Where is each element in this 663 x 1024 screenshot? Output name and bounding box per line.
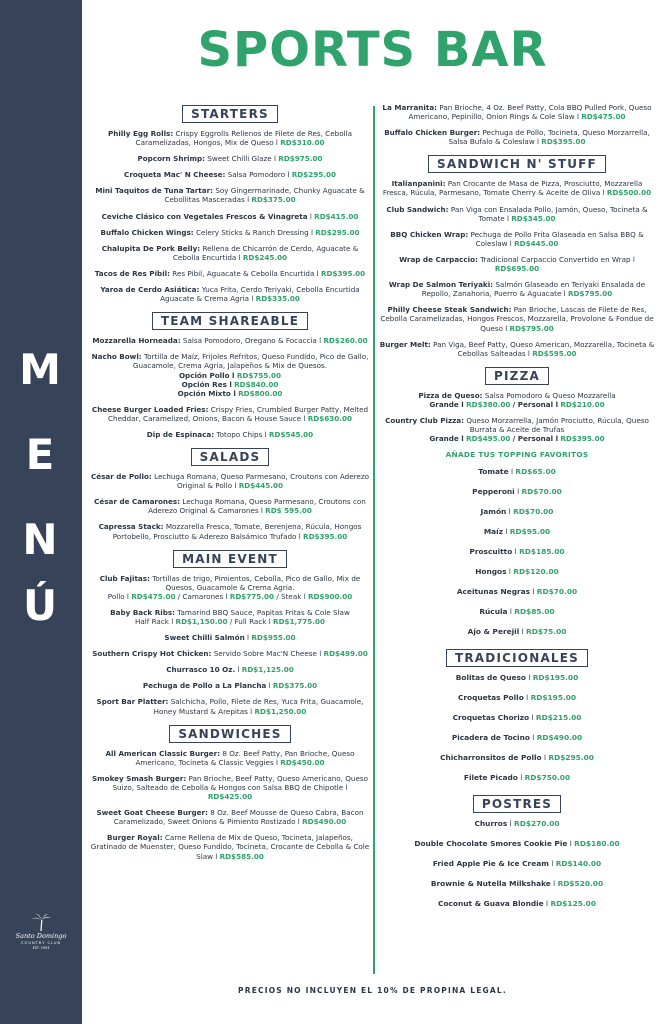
separator: l bbox=[521, 627, 524, 637]
item-price: RD$140.00 bbox=[555, 859, 602, 869]
item-name: Popcorn Shrimp: bbox=[137, 154, 205, 164]
sandwich-stuff-section bbox=[378, 153, 656, 357]
item-name: Club Sandwich: bbox=[386, 204, 449, 214]
item-desc: Pan Brioche, Beef Patty, Queso Americano, Queso Suizo, Salteado de Cebolla & Hongos con Salsa BBQ de Chipotle l bbox=[112, 773, 369, 792]
menu-item bbox=[378, 391, 656, 409]
item-desc: Pan Crocante de Masa de Pizza, Prosciutto, Mozzarella Fresca, Rúcula, Parmesano, Tomate Cherry & Aceite de Oliva l bbox=[382, 179, 643, 198]
topping-name: Proscuitto bbox=[469, 547, 513, 557]
salads-section bbox=[90, 446, 370, 541]
item-price: RD$180.00 bbox=[574, 839, 620, 849]
item-desc: Mozzarella Fresca, Tomate, Berenjena, Rúcula, Hongos Portobello, Prosciutto & Aderezo Balsámico Trufado l bbox=[112, 522, 362, 541]
menu-item bbox=[378, 773, 656, 782]
item-price: RD$585.00 bbox=[219, 851, 264, 861]
menu-item bbox=[90, 129, 370, 147]
pizza-heading: PIZZA bbox=[485, 367, 549, 385]
toppings-title: AÑADE TUS TOPPING FAVORITOS bbox=[445, 450, 589, 460]
option-price: RD$1,150.00 bbox=[175, 617, 228, 626]
item-price: RD$475.00 bbox=[581, 112, 626, 122]
item-price: RD$395.00 bbox=[541, 137, 586, 147]
item-name: Yaroa de Cerdo Asiática: bbox=[100, 285, 200, 295]
item-name: Ceviche Clásico con Vegetales Frescos & Vinagreta bbox=[101, 211, 308, 221]
item-name: Brownie & Nutella Milkshake bbox=[430, 879, 551, 889]
item-price: RD$295.00 bbox=[548, 753, 594, 763]
option-price: RD$380.00 bbox=[466, 399, 511, 409]
item-desc: Salmón Glaseado en Teriyaki Ensalada de Repollo, Zanahoria, Puerro & Aguacate l bbox=[421, 280, 646, 299]
separator: l bbox=[553, 879, 556, 889]
item-price: RD$125.00 bbox=[550, 899, 596, 909]
sidebar bbox=[0, 0, 82, 1024]
topping-price: RD$65.00 bbox=[515, 467, 556, 477]
menu-item bbox=[378, 255, 656, 273]
item-name: Mozzarella Horneada: bbox=[92, 336, 181, 346]
item-price: RD$215.00 bbox=[535, 713, 582, 723]
option-price: RD$1,775.00 bbox=[273, 617, 326, 626]
topping-name: Rúcula bbox=[479, 607, 508, 617]
item-desc: Yuca Frita, Cerdo Teriyaki, Cebolla Encurtida Aguacate & Crema Agria l bbox=[160, 285, 360, 304]
page-title: SPORTS BAR bbox=[197, 22, 548, 78]
item-name: Burger Melt: bbox=[379, 339, 431, 349]
topping-name: Hongos bbox=[475, 567, 507, 577]
sandwiches-section bbox=[90, 723, 370, 861]
logo-established: EST. 1993 bbox=[32, 946, 50, 950]
menu-item bbox=[90, 285, 370, 303]
item-desc: l bbox=[237, 665, 240, 675]
item-desc: Tamarind BBQ Sauce, Papitas Fritas & Cole Slaw bbox=[177, 607, 350, 617]
column-divider bbox=[373, 106, 375, 974]
shareable-heading: TEAM SHAREABLE bbox=[152, 312, 308, 330]
menu-item bbox=[378, 103, 656, 121]
menu-item bbox=[378, 416, 656, 443]
separator: l bbox=[551, 859, 554, 869]
option-label: Pollo l bbox=[107, 591, 129, 601]
item-name: Sport Bar Platter: bbox=[96, 697, 169, 707]
postres-heading: POSTRES bbox=[473, 795, 561, 813]
item-price: RD$295.00 bbox=[291, 170, 336, 180]
item-desc: Totopo Chips l bbox=[216, 429, 267, 439]
separator: l bbox=[510, 467, 514, 477]
item-desc: Salsa Pomodoro & Queso Mozzarella bbox=[484, 390, 616, 400]
topping-item bbox=[378, 527, 656, 536]
separator: l bbox=[569, 839, 572, 849]
item-desc: Lechuga Romana, Queso Parmesano, Croutons con Aderezo Original & Pollo l bbox=[154, 472, 370, 491]
item-name: Wrap de Carpaccio: bbox=[399, 254, 478, 264]
separator: l bbox=[508, 567, 511, 577]
tradicionales-heading: TRADICIONALES bbox=[446, 649, 588, 667]
topping-item bbox=[378, 487, 656, 496]
separator: l bbox=[532, 587, 535, 597]
item-name: Philly Cheese Steak Sandwich: bbox=[387, 305, 512, 315]
logo-name: Santo Domingo bbox=[15, 932, 67, 940]
item-name: Sweet Chilli Salmón bbox=[164, 633, 245, 643]
menu-item bbox=[90, 228, 370, 237]
item-desc: l bbox=[309, 211, 312, 221]
separator: l bbox=[505, 527, 508, 537]
item-price: RD$395.00 bbox=[320, 268, 366, 278]
item-desc: Celery Sticks & Ranch Dressing l bbox=[195, 227, 313, 237]
option-label: Opción Res l bbox=[181, 379, 232, 389]
item-price: RD$270.00 bbox=[514, 819, 560, 829]
starters-heading: STARTERS bbox=[182, 105, 278, 123]
item-name: Buffalo Chicken Wings: bbox=[100, 227, 194, 237]
option-price: RD$800.00 bbox=[238, 388, 283, 398]
item-name: Double Chocolate Smores Cookie Pie bbox=[414, 839, 568, 849]
topping-name: Tomate bbox=[478, 467, 509, 477]
topping-price: RD$70.00 bbox=[536, 587, 578, 597]
item-desc: Carne Rellena de Mix de Queso, Tocineta, Jalapeños, Gratinado de Muenster, Queso Fundido, Tocineta, Crocante de Cebolla & Cole Slaw l bbox=[90, 833, 370, 861]
menu-item bbox=[90, 430, 370, 439]
topping-price: RD$185.00 bbox=[519, 547, 565, 557]
menu-item bbox=[90, 808, 370, 826]
item-name: Country Club Pizza: bbox=[385, 415, 465, 425]
menu-item bbox=[378, 179, 656, 197]
item-name: Mini Taquitos de Tuna Tartar: bbox=[95, 186, 214, 196]
item-price: RD$395.00 bbox=[303, 531, 348, 541]
starters-section bbox=[90, 103, 370, 303]
item-desc: Tradicional Carpaccio Convertido en Wrap l bbox=[480, 254, 635, 264]
item-price: RD$490.00 bbox=[302, 817, 347, 827]
menu-item bbox=[378, 693, 656, 702]
separator: l bbox=[517, 487, 520, 497]
separator: l bbox=[526, 693, 529, 703]
item-name: Filete Picado bbox=[463, 773, 518, 783]
menu-item bbox=[90, 244, 370, 262]
item-price: RD$955.00 bbox=[251, 633, 296, 643]
separator: l bbox=[546, 899, 549, 909]
item-name: Burger Royal: bbox=[107, 833, 163, 843]
option-label: / Personal l bbox=[512, 434, 559, 444]
item-price: RD$499.00 bbox=[323, 649, 368, 659]
menu-letter-e: E bbox=[25, 430, 57, 479]
separator: l bbox=[509, 607, 512, 617]
item-name: Fried Apple Pie & Ice Cream bbox=[432, 859, 549, 869]
item-desc: Res Pibil, Aguacate & Cebolla Encurtida l bbox=[172, 268, 319, 278]
menu-item bbox=[378, 280, 656, 298]
separator: l bbox=[509, 819, 512, 829]
topping-item bbox=[378, 587, 656, 596]
item-price: RD$520.00 bbox=[557, 879, 604, 889]
item-price: RD$695.00 bbox=[494, 264, 540, 274]
topping-price: RD$75.00 bbox=[526, 627, 567, 637]
salads-heading: SALADS bbox=[191, 448, 270, 466]
right-column bbox=[378, 103, 656, 919]
item-name: Pizza de Queso: bbox=[418, 390, 483, 400]
topping-name: Maíz bbox=[483, 527, 504, 537]
main-event-heading: MAIN EVENT bbox=[173, 550, 287, 568]
topping-name: Aceitunas Negras bbox=[456, 587, 531, 597]
option-label: / Steak l bbox=[276, 591, 306, 601]
item-desc: Pan Viga, Beef Patty, Queso American, Mozzarella, Tocineta & Cebollas Salteadas l bbox=[433, 339, 655, 358]
menu-item bbox=[378, 340, 656, 358]
topping-item bbox=[378, 507, 656, 516]
menu-item bbox=[90, 336, 370, 345]
option-label: / Camarones l bbox=[177, 591, 228, 601]
menu-item bbox=[378, 879, 656, 888]
topping-item bbox=[378, 547, 656, 556]
item-price: RD$445.00 bbox=[514, 238, 559, 248]
item-desc: Salsa Pomodoro l bbox=[227, 170, 290, 180]
item-price: RD$375.00 bbox=[251, 195, 296, 205]
item-price: RD$595.00 bbox=[532, 348, 577, 358]
item-desc: Servido Sobre Mac'N Cheese l bbox=[213, 649, 322, 659]
menu-item bbox=[90, 633, 370, 642]
item-price: RD$975.00 bbox=[278, 154, 323, 164]
item-price: RD$195.00 bbox=[530, 693, 577, 703]
item-desc: 8 Oz. Beef Mousse de Queso Cabra, Bacon Caramelizado, Sweet Onions & Pimiento Rostizado l bbox=[113, 808, 364, 827]
left-column bbox=[90, 103, 370, 868]
separator: l bbox=[520, 773, 523, 783]
item-name: Capressa Stack: bbox=[98, 522, 164, 532]
topping-price: RD$95.00 bbox=[509, 527, 551, 537]
item-name: Churrasco 10 Oz. bbox=[166, 665, 236, 675]
topping-item bbox=[378, 467, 656, 476]
tip-disclaimer: PRECIOS NO INCLUYEN EL 10% DE PROPINA LEGAL. bbox=[238, 986, 507, 995]
menu-item bbox=[90, 497, 370, 515]
item-name: Philly Egg Rolls: bbox=[107, 129, 174, 138]
item-name: BBQ Chicken Wrap: bbox=[390, 229, 469, 239]
item-price: RD$630.00 bbox=[307, 413, 352, 423]
separator: l bbox=[528, 673, 531, 683]
menu-item bbox=[90, 170, 370, 179]
menu-item bbox=[90, 405, 370, 423]
item-price: RD$425.00 bbox=[207, 792, 253, 802]
menu-item bbox=[378, 673, 656, 682]
item-price: RD$490.00 bbox=[536, 733, 583, 743]
item-desc: Pan Viga con Ensalada Pollo, Jamón, Queso, Tocineta & Tomate l bbox=[450, 204, 648, 223]
option-price: RD$395.00 bbox=[560, 434, 605, 444]
item-desc: Salchicha, Pollo, Filete de Res, Yuca Frita, Guacamole, Honey Mustard & Arepitas l bbox=[153, 697, 364, 716]
item-desc: Pechuga de Pollo, Tocineta, Queso Morzarrella, Salsa Bufalo & Coleslaw l bbox=[448, 128, 650, 147]
option-label: Half Rack l bbox=[134, 617, 174, 626]
menu-letter-n: N bbox=[22, 515, 60, 564]
separator: l bbox=[531, 713, 534, 723]
item-desc: Lechuga Romana, Queso Parmesano, Croutons con Aderezo Original & Camarones l bbox=[148, 497, 366, 516]
item-desc: l bbox=[268, 681, 271, 691]
menu-item bbox=[90, 649, 370, 658]
menu-item bbox=[90, 749, 370, 767]
topping-price: RD$120.00 bbox=[513, 567, 559, 577]
item-name: César de Camarones: bbox=[94, 497, 181, 507]
menu-item bbox=[90, 352, 370, 397]
topping-price: RD$70.00 bbox=[521, 487, 562, 497]
menu-item bbox=[90, 269, 370, 278]
menu-item bbox=[378, 230, 656, 248]
item-desc: Pechuga de Pollo Frita Glaseada en Salsa BBQ & Coleslaw l bbox=[470, 229, 644, 248]
postres-section bbox=[378, 793, 656, 908]
item-desc: Rellena de Chicarrón de Cerdo, Aguacate & Cebolla Encurtida l bbox=[172, 243, 359, 262]
menu-item bbox=[90, 212, 370, 221]
item-price: RD$345.00 bbox=[511, 213, 556, 223]
tradicionales-section bbox=[378, 647, 656, 782]
item-price: RD$245.00 bbox=[242, 252, 288, 262]
menu-item bbox=[90, 154, 370, 163]
menu-item bbox=[90, 522, 370, 540]
item-name: La Marranita: bbox=[382, 103, 438, 112]
menu-item bbox=[378, 819, 656, 828]
item-name: Picadera de Tocino bbox=[451, 733, 530, 743]
palm-tree-icon bbox=[29, 913, 53, 931]
item-name: Chicharronsitos de Pollo bbox=[440, 753, 542, 763]
option-price: RD$210.00 bbox=[560, 399, 605, 409]
item-name: Dip de Espinaca: bbox=[146, 429, 215, 439]
item-price: RD$1,250.00 bbox=[254, 706, 307, 716]
item-name: Nacho Bowl: bbox=[91, 352, 142, 362]
topping-item bbox=[378, 627, 656, 636]
item-desc: Crispy Eggrolls Rellenos de Filete de Res, Cebolla Caramelizadas, Hongos, Mix de Queso l bbox=[135, 129, 352, 148]
item-price: RD$335.00 bbox=[255, 294, 300, 304]
menu-item bbox=[378, 899, 656, 908]
item-price: RD$310.00 bbox=[280, 138, 325, 148]
menu-item bbox=[90, 665, 370, 674]
sandwich-stuff-heading: SANDWICH N' STUFF bbox=[428, 155, 606, 173]
item-name: Club Fajitas: bbox=[99, 573, 150, 583]
menu-item bbox=[90, 186, 370, 204]
club-logo bbox=[6, 913, 76, 950]
topping-name: Jamón bbox=[480, 507, 507, 517]
option-label: Grande l bbox=[429, 434, 464, 444]
option-label: Opción Pollo l bbox=[178, 370, 235, 380]
item-price: RD$ 595.00 bbox=[265, 506, 312, 516]
item-name: Smokey Smash Burger: bbox=[91, 773, 187, 783]
option-price: RD$475.00 bbox=[131, 591, 176, 601]
item-name: Cheese Burger Loaded Fries: bbox=[91, 404, 209, 414]
topping-name: Pepperoni bbox=[472, 487, 515, 497]
option-price: RD$495.00 bbox=[466, 434, 511, 444]
item-desc: Tortillas de trigo, Pimientos, Cebolla, Pico de Gallo, Mix de Quesos, Guacamole & Crema Agria. bbox=[152, 573, 361, 592]
topping-name: Ajo & Perejil bbox=[467, 627, 520, 637]
item-name: César de Pollo: bbox=[90, 472, 152, 482]
item-price: RD$295.00 bbox=[315, 227, 360, 237]
item-desc: Soy Gingermarinade, Chunky Aguacate & Cebollitas Masceradas l bbox=[164, 186, 365, 205]
item-price: RD$795.00 bbox=[567, 289, 613, 299]
topping-price: RD$70.00 bbox=[513, 507, 554, 517]
item-price: RD$545.00 bbox=[268, 429, 314, 439]
item-name: Tacos de Res Pibil: bbox=[94, 268, 170, 278]
sandwiches-continued bbox=[378, 103, 656, 146]
item-name: Croqueta Mac' N Cheese: bbox=[124, 170, 226, 180]
item-desc: Sweet Chilli Glaze l bbox=[207, 154, 276, 164]
item-price: RD$195.00 bbox=[532, 673, 579, 683]
item-price: RD$445.00 bbox=[238, 481, 283, 491]
item-desc: 8 Oz. Beef Patty, Pan Brioche, Queso Americano, Tocineta & Classic Veggies l bbox=[135, 748, 355, 767]
item-name: Croquetas Chorizo bbox=[452, 713, 530, 723]
menu-item bbox=[378, 713, 656, 722]
item-price: RD$750.00 bbox=[524, 773, 571, 783]
option-label: Opción Mixto l bbox=[177, 388, 236, 398]
item-name: All American Classic Burger: bbox=[105, 748, 221, 758]
item-desc: Tortilla de Maíz, Frijoles Refritos, Queso Fundido, Pico de Gallo, Guacamole, Crema Agria, Jalapeños & Mix de Quesos. bbox=[132, 352, 369, 371]
topping-item bbox=[378, 607, 656, 616]
menu-item bbox=[90, 697, 370, 715]
menu-item bbox=[378, 753, 656, 762]
item-price: RD$500.00 bbox=[606, 188, 652, 198]
item-desc: Pan Brioche, Lascas de Filete de Res, Cebolla Caramelizadas, Hongos Frescos, Mozzarella, Provolone & Fondue de Queso l bbox=[380, 305, 654, 333]
item-name: Baby Back Ribs: bbox=[110, 607, 175, 617]
menu-item bbox=[378, 839, 656, 848]
option-label: / Personal l bbox=[512, 399, 559, 409]
menu-item bbox=[378, 859, 656, 868]
item-price: RD$375.00 bbox=[272, 681, 318, 691]
item-desc: l bbox=[247, 633, 250, 643]
item-price: RD$1,125.00 bbox=[241, 665, 294, 675]
menu-item bbox=[378, 205, 656, 223]
item-name: Italianpanini: bbox=[391, 179, 446, 189]
item-name: Sweet Goat Cheese Burger: bbox=[96, 808, 208, 818]
item-price: RD$260.00 bbox=[323, 336, 368, 346]
item-name: Southern Crispy Hot Chicken: bbox=[92, 649, 212, 659]
item-name: Wrap De Salmon Teriyaki: bbox=[388, 280, 494, 290]
separator: l bbox=[532, 733, 535, 743]
item-desc: Pan Brioche, 4 Oz. Beef Patty, Cola BBQ Pulled Pork, Queso Americano, Pepinillo, Onion Rings & Cole Slaw l bbox=[408, 103, 652, 122]
topping-item bbox=[378, 567, 656, 576]
menu-item bbox=[90, 833, 370, 860]
pizza-section bbox=[378, 365, 656, 636]
menu-item bbox=[90, 608, 370, 626]
option-price: RD$755.00 bbox=[236, 370, 282, 380]
item-price: RD$795.00 bbox=[509, 323, 554, 333]
separator: l bbox=[514, 547, 517, 557]
sandwiches-heading: SANDWICHES bbox=[169, 725, 290, 743]
item-name: Churros bbox=[474, 819, 508, 829]
shareable-section bbox=[90, 310, 370, 439]
menu-item bbox=[378, 128, 656, 146]
item-name: Croquetas Pollo bbox=[457, 693, 524, 703]
main-event-section bbox=[90, 548, 370, 716]
menu-item bbox=[378, 305, 656, 332]
menu-item bbox=[90, 774, 370, 801]
item-price: RD$415.00 bbox=[314, 211, 359, 221]
item-desc: Queso Morzarrella, Jamón Prociutto, Rúcula, Queso Burrata & Aceite de Trufas bbox=[466, 415, 649, 435]
item-name: Buffalo Chicken Burger: bbox=[384, 128, 481, 138]
item-desc: Crispy Fries, Crumbled Burger Patty, Melted Cheddar, Caramelized, Onions, Bacon & House Sauce l bbox=[108, 404, 369, 423]
item-desc: Salsa Pomodoro, Oregano & Focaccia l bbox=[182, 336, 322, 346]
option-label: Grande l bbox=[429, 399, 464, 409]
item-price: RD$450.00 bbox=[280, 757, 325, 767]
menu-item bbox=[90, 574, 370, 601]
item-name: Bolitas de Queso bbox=[455, 673, 526, 683]
item-name: Pechuga de Pollo a La Plancha bbox=[142, 681, 267, 691]
item-name: Chalupita De Pork Belly: bbox=[101, 243, 201, 253]
separator: l bbox=[508, 507, 511, 517]
menu-letter-u: Ú bbox=[22, 581, 60, 630]
menu-item bbox=[90, 681, 370, 690]
option-price: RD$900.00 bbox=[307, 591, 353, 601]
separator: l bbox=[543, 753, 547, 763]
option-price: RD$775.00 bbox=[229, 591, 275, 601]
menu-item bbox=[90, 472, 370, 490]
topping-price: RD$85.00 bbox=[514, 607, 555, 617]
option-price: RD$840.00 bbox=[234, 379, 279, 389]
item-name: Coconut & Guava Blondie bbox=[438, 899, 544, 909]
menu-item bbox=[378, 733, 656, 742]
menu-letter-m: M bbox=[19, 345, 63, 394]
option-label: / Full Rack l bbox=[229, 617, 271, 626]
logo-subtitle: COUNTRY CLUB bbox=[21, 941, 61, 945]
